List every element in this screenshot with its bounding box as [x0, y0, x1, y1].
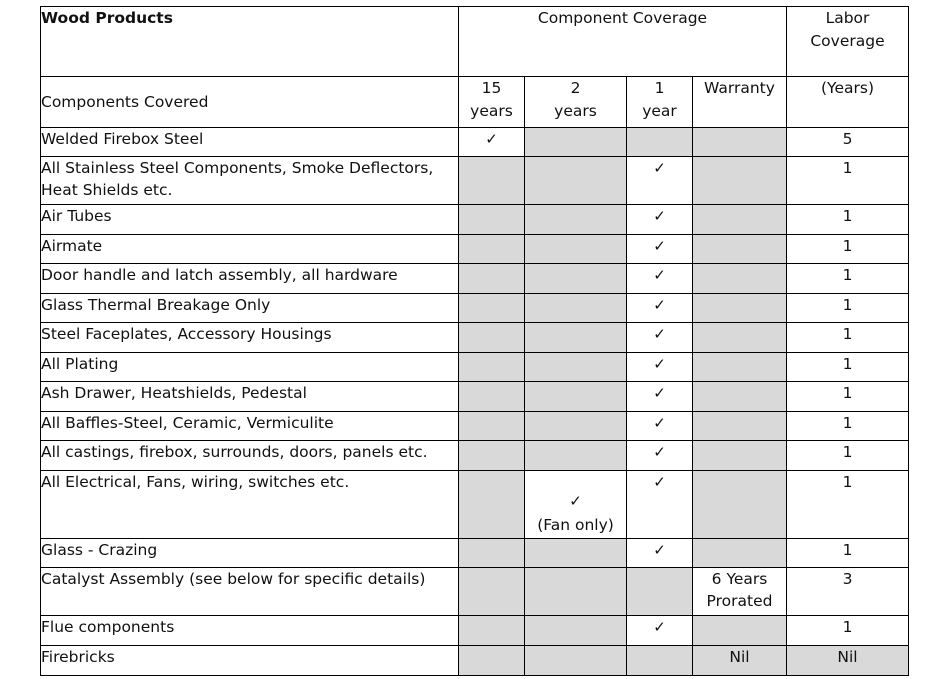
component-name — [41, 568, 459, 616]
cell-labor-years: 1 — [787, 412, 909, 441]
component-name-line: Airmate — [41, 237, 103, 255]
check-icon: ✓ — [653, 159, 666, 177]
cell-1-year — [627, 205, 693, 235]
warranty-text: 6 Years — [711, 570, 768, 588]
cell-15-years — [459, 294, 525, 323]
cell-1-year — [627, 235, 693, 264]
cell-1-year — [627, 294, 693, 323]
component-name-line: Firebricks — [41, 648, 115, 666]
component-name-line: Ash Drawer, Heatshields, Pedestal — [41, 384, 307, 402]
cell-labor-years: 3 — [787, 568, 909, 616]
cell-2-years — [525, 264, 627, 294]
cell-1-year — [627, 157, 693, 205]
table-row — [41, 128, 909, 157]
check-icon: ✓ — [653, 296, 666, 314]
cell-labor-years: 1 — [787, 264, 909, 294]
cell-1-year — [627, 646, 693, 676]
check-icon: ✓ — [653, 541, 666, 559]
component-coverage-header: Component Coverage — [459, 7, 787, 77]
table-title: Wood Products — [41, 7, 459, 77]
component-name-line: Catalyst Assembly (see below for specific details) — [41, 570, 426, 588]
table-row — [41, 264, 909, 294]
cell-warranty — [693, 471, 787, 539]
component-name-line: Air Tubes — [41, 207, 112, 225]
components-covered-header: Components Covered — [41, 77, 459, 128]
cell-2-years — [525, 616, 627, 646]
cell-warranty — [693, 382, 787, 412]
component-name — [41, 264, 459, 294]
check-icon: ✓ — [653, 443, 666, 461]
table-row — [41, 412, 909, 441]
component-name — [41, 323, 459, 353]
cell-15-years — [459, 471, 525, 539]
table-row — [41, 616, 909, 646]
cell-1-year — [627, 323, 693, 353]
header-row-2 — [41, 77, 909, 128]
cell-2-years — [525, 205, 627, 235]
cell-2-years — [525, 353, 627, 382]
component-name — [41, 412, 459, 441]
cell-warranty — [693, 205, 787, 235]
component-name — [41, 128, 459, 157]
component-name — [41, 471, 459, 539]
cell-1-year — [627, 382, 693, 412]
cell-labor-years: 5 — [787, 128, 909, 157]
check-icon: ✓ — [569, 492, 582, 510]
cell-15-years — [459, 539, 525, 568]
component-name — [41, 235, 459, 264]
cell-warranty — [693, 353, 787, 382]
cell-2-years — [525, 412, 627, 441]
fan-only-note: (Fan only) — [537, 516, 614, 534]
component-name-line: Welded Firebox Steel — [41, 130, 204, 148]
cell-2-years — [525, 235, 627, 264]
cell-15-years — [459, 616, 525, 646]
cell-warranty — [693, 294, 787, 323]
check-icon: ✓ — [653, 355, 666, 373]
cell-1-year — [627, 441, 693, 471]
cell-1-year — [627, 616, 693, 646]
check-icon: ✓ — [653, 618, 666, 636]
cell-2-years — [525, 128, 627, 157]
cell-labor-years: 1 — [787, 382, 909, 412]
check-icon: ✓ — [653, 473, 666, 491]
cell-warranty — [693, 323, 787, 353]
table-row — [41, 235, 909, 264]
cell-labor-years: 1 — [787, 441, 909, 471]
component-name — [41, 294, 459, 323]
component-name-line: All castings, firebox, surrounds, doors, panels etc. — [41, 443, 428, 461]
table-row — [41, 441, 909, 471]
cell-15-years — [459, 568, 525, 616]
component-name-line: All Plating — [41, 355, 119, 373]
cell-labor-years: 1 — [787, 323, 909, 353]
table-row — [41, 353, 909, 382]
col-2-years-header: 2 years — [525, 77, 627, 128]
cell-1-year — [627, 128, 693, 157]
cell-labor-years: 1 — [787, 616, 909, 646]
cell-15-years — [459, 353, 525, 382]
table-row — [41, 157, 909, 205]
cell-2-years — [525, 539, 627, 568]
component-name — [41, 382, 459, 412]
check-icon: ✓ — [485, 130, 498, 148]
cell-labor-years: 1 — [787, 205, 909, 235]
component-name — [41, 157, 459, 205]
table-row — [41, 323, 909, 353]
check-icon: ✓ — [653, 384, 666, 402]
warranty-table — [40, 6, 909, 676]
cell-2-years — [525, 382, 627, 412]
component-name — [41, 353, 459, 382]
check-icon: ✓ — [653, 237, 666, 255]
cell-1-year — [627, 471, 693, 539]
cell-warranty — [693, 568, 787, 616]
component-name — [41, 441, 459, 471]
cell-1-year — [627, 539, 693, 568]
component-name-line: Glass Thermal Breakage Only — [41, 296, 271, 314]
component-name — [41, 616, 459, 646]
check-icon: ✓ — [653, 325, 666, 343]
cell-15-years — [459, 323, 525, 353]
check-icon: ✓ — [653, 414, 666, 432]
cell-warranty — [693, 235, 787, 264]
check-icon: ✓ — [653, 207, 666, 225]
component-name-line: All Stainless Steel Components, Smoke Deflectors, — [41, 159, 434, 177]
component-name — [41, 539, 459, 568]
component-name-line: All Baffles-Steel, Ceramic, Vermiculite — [41, 414, 334, 432]
component-name-line: Door handle and latch assembly, all hardware — [41, 266, 398, 284]
cell-1-year — [627, 353, 693, 382]
cell-warranty — [693, 616, 787, 646]
cell-warranty — [693, 412, 787, 441]
component-name-line: Flue components — [41, 618, 175, 636]
cell-2-years — [525, 471, 627, 539]
cell-15-years — [459, 128, 525, 157]
component-name — [41, 205, 459, 235]
cell-2-years — [525, 646, 627, 676]
table-row — [41, 539, 909, 568]
cell-1-year — [627, 568, 693, 616]
cell-15-years — [459, 264, 525, 294]
cell-15-years — [459, 205, 525, 235]
component-name-line: All Electrical, Fans, wiring, switches etc. — [41, 473, 350, 491]
cell-2-years — [525, 323, 627, 353]
cell-labor-years: Nil — [787, 646, 909, 676]
cell-labor-years: 1 — [787, 235, 909, 264]
check-icon: ✓ — [653, 266, 666, 284]
cell-2-years — [525, 441, 627, 471]
labor-coverage-header: Labor Coverage — [787, 7, 909, 77]
component-name-line: Heat Shields etc. — [41, 181, 173, 199]
table-row — [41, 471, 909, 539]
cell-labor-years: 1 — [787, 157, 909, 205]
cell-warranty — [693, 264, 787, 294]
cell-warranty — [693, 128, 787, 157]
table-row — [41, 382, 909, 412]
col-warranty-header: Warranty — [693, 77, 787, 128]
cell-1-year — [627, 264, 693, 294]
cell-warranty — [693, 157, 787, 205]
col-labor-years-header: (Years) — [787, 77, 909, 128]
cell-labor-years: 1 — [787, 294, 909, 323]
component-name-line: Glass - Crazing — [41, 541, 158, 559]
cell-15-years — [459, 157, 525, 205]
table-row — [41, 294, 909, 323]
cell-2-years — [525, 157, 627, 205]
cell-warranty — [693, 539, 787, 568]
component-name — [41, 646, 459, 676]
table-row — [41, 568, 909, 616]
cell-15-years — [459, 235, 525, 264]
cell-15-years — [459, 646, 525, 676]
cell-15-years — [459, 441, 525, 471]
table-row — [41, 646, 909, 676]
cell-labor-years: 1 — [787, 539, 909, 568]
cell-labor-years: 1 — [787, 471, 909, 539]
warranty-text: Nil — [729, 648, 750, 666]
cell-warranty — [693, 441, 787, 471]
cell-2-years — [525, 568, 627, 616]
cell-15-years — [459, 382, 525, 412]
component-name-line: Steel Faceplates, Accessory Housings — [41, 325, 332, 343]
cell-1-year — [627, 412, 693, 441]
cell-15-years — [459, 412, 525, 441]
col-15-years-header: 15 years — [459, 77, 525, 128]
cell-warranty — [693, 646, 787, 676]
warranty-text-line2: Prorated — [706, 592, 773, 610]
cell-2-years — [525, 294, 627, 323]
header-row-1 — [41, 7, 909, 77]
table-row — [41, 205, 909, 235]
cell-labor-years: 1 — [787, 353, 909, 382]
col-1-year-header: 1 year — [627, 77, 693, 128]
